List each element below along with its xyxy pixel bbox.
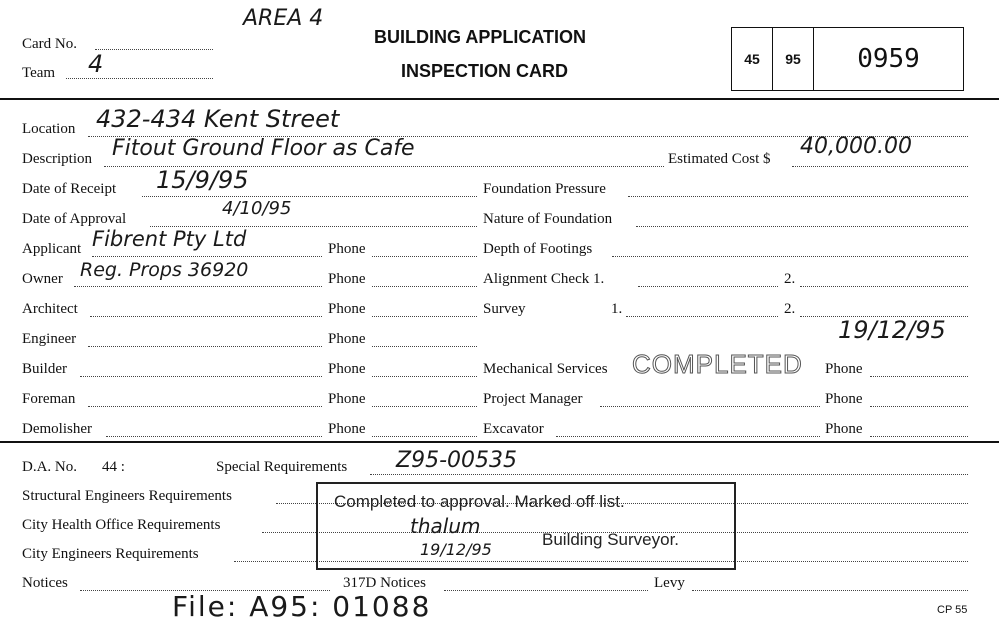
notices-label: Notices [22, 575, 68, 591]
survey-2-label: 2. [784, 301, 796, 317]
depth-footings-label: Depth of Footings [483, 241, 593, 257]
applicant-label: Applicant [22, 241, 82, 257]
da-no-value: 44 : [102, 459, 125, 475]
excavator-label: Excavator [483, 421, 544, 437]
card-no-label: Card No. [22, 36, 77, 52]
architect-phone-label: Phone [328, 301, 366, 317]
team-value: 4 [88, 50, 104, 78]
stamp-date: 19/12/95 [420, 540, 492, 559]
foundation-pressure-label: Foundation Pressure [483, 181, 606, 197]
area-note: AREA 4 [243, 6, 324, 31]
foreman-phone-label: Phone [328, 391, 366, 407]
da-no-label: D.A. No. [22, 459, 77, 475]
card-number-box [731, 27, 964, 91]
estimated-cost-label: Estimated Cost $ [668, 151, 771, 167]
form-title-line2: INSPECTION CARD [401, 61, 569, 81]
foreman-label: Foreman [22, 391, 76, 407]
date-receipt-label: Date of Receipt [22, 181, 117, 197]
date-approval-label: Date of Approval [22, 211, 127, 227]
demolisher-label: Demolisher [22, 421, 92, 437]
number-cell-1: 45 [744, 51, 760, 67]
header-divider [0, 98, 999, 100]
project-manager-label: Project Manager [483, 391, 583, 407]
city-engineers-requirements-label: City Engineers Requirements [22, 546, 199, 562]
applicant-value: Fibrent Pty Ltd [92, 227, 247, 251]
applicant-phone-label: Phone [328, 241, 366, 257]
date-approval-value: 4/10/95 [222, 198, 292, 219]
excavator-phone-label: Phone [825, 421, 863, 437]
survey-date-value: 19/12/95 [838, 316, 946, 344]
form-code: CP 55 [937, 604, 968, 616]
details-divider [0, 441, 999, 443]
stamp-role: Building Surveyor. [542, 530, 680, 549]
nature-foundation-label: Nature of Foundation [483, 211, 613, 227]
description-label: Description [22, 151, 92, 167]
estimated-cost-value: 40,000.00 [800, 134, 912, 159]
date-receipt-value: 15/9/95 [156, 166, 249, 194]
owner-label: Owner [22, 271, 63, 287]
number-cell-2: 95 [785, 51, 801, 67]
location-value: 432-434 Kent Street [96, 105, 340, 133]
levy-label: Levy [654, 575, 685, 591]
mechanical-phone-label: Phone [825, 361, 863, 377]
owner-phone-label: Phone [328, 271, 366, 287]
mechanical-services-label: Mechanical Services [483, 361, 608, 377]
architect-label: Architect [22, 301, 78, 317]
form-title-line1: BUILDING APPLICATION [374, 27, 586, 47]
card-no-line [95, 49, 213, 50]
file-number-note: File: A95: 01088 [172, 590, 432, 623]
structural-requirements-label: Structural Engineers Requirements [22, 488, 232, 504]
engineer-label: Engineer [22, 331, 77, 347]
approval-stamp [316, 482, 736, 570]
team-line [66, 78, 213, 79]
demolisher-phone-label: Phone [328, 421, 366, 437]
notices-317d-label: 317D Notices [343, 575, 426, 591]
alignment-check-2-label: 2. [784, 271, 796, 287]
builder-phone-label: Phone [328, 361, 366, 377]
stamp-signature: thalum [410, 514, 481, 538]
stamp-completed-text: Completed to approval. Marked off list. [334, 492, 625, 511]
survey-label: Survey [483, 301, 526, 317]
alignment-check-label: Alignment Check 1. [483, 271, 605, 287]
owner-value: Reg. Props 36920 [80, 259, 249, 281]
team-label: Team [22, 65, 56, 81]
location-label: Location [22, 121, 76, 137]
engineer-phone-label: Phone [328, 331, 366, 347]
description-value: Fitout Ground Floor as Cafe [112, 136, 415, 161]
builder-label: Builder [22, 361, 67, 377]
special-requirements-label: Special Requirements [216, 459, 348, 475]
health-requirements-label: City Health Office Requirements [22, 517, 221, 533]
completed-stamp: COMPLETED [632, 349, 803, 379]
special-requirements-value: Z95-00535 [396, 448, 517, 473]
number-cell-3: 0959 [857, 44, 920, 74]
project-manager-phone-label: Phone [825, 391, 863, 407]
survey-1-label: 1. [611, 301, 623, 317]
